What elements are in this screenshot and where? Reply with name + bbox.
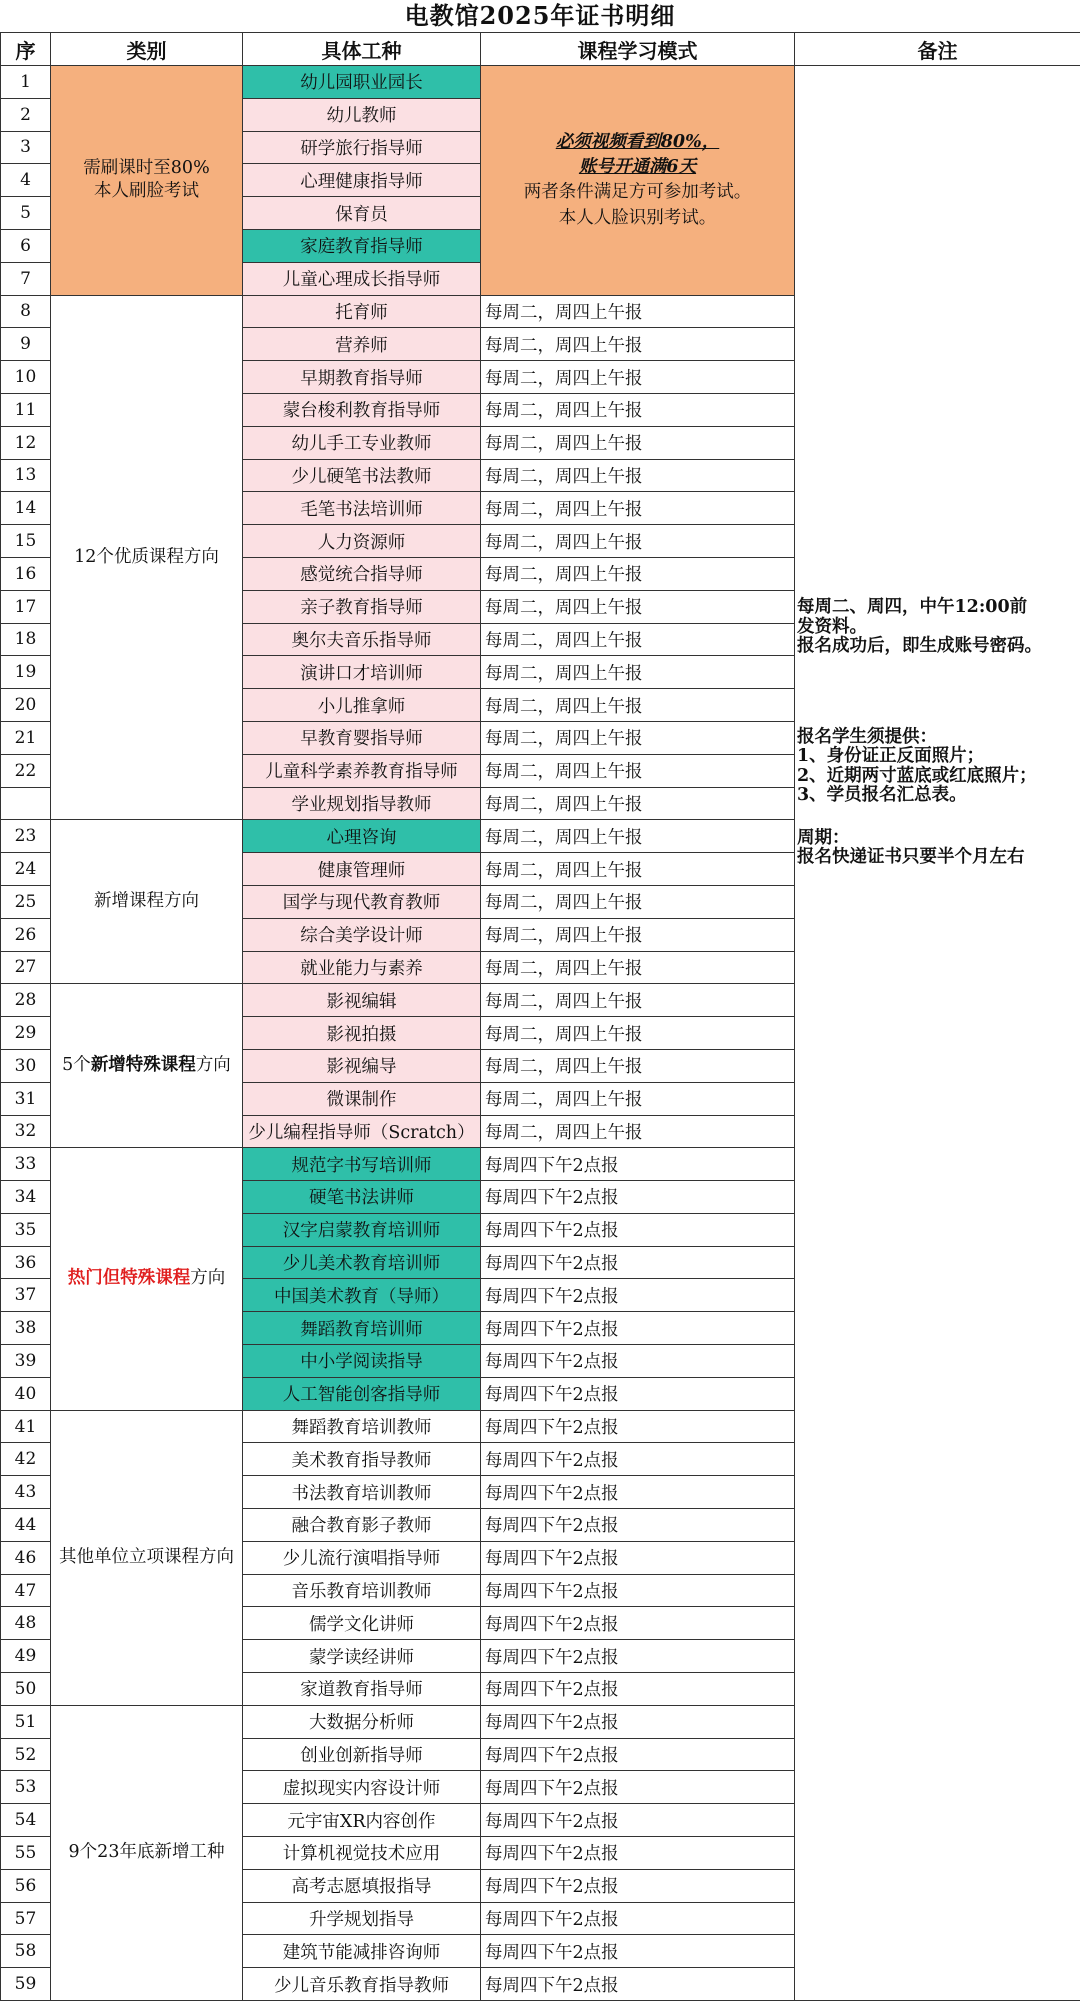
row-number: 20 — [1, 689, 51, 722]
mode-cell: 每周二，周四上午报 — [481, 853, 795, 886]
row-number: 2 — [1, 98, 51, 131]
mode-cell: 每周四下午2点报 — [481, 1443, 795, 1476]
job-cell: 硬笔书法讲师 — [243, 1181, 481, 1214]
mode-cell: 每周四下午2点报 — [481, 1738, 795, 1771]
row-number: 14 — [1, 492, 51, 525]
category-text: 方向 — [190, 1268, 226, 1289]
job-cell: 虚拟现实内容设计师 — [243, 1771, 481, 1804]
job-cell: 少儿硬笔书法教师 — [243, 459, 481, 492]
job-cell: 就业能力与素养 — [243, 951, 481, 984]
mode-cell: 每周二，周四上午报 — [481, 393, 795, 426]
row-number: 42 — [1, 1443, 51, 1476]
mode-cell: 每周二，周四上午报 — [481, 951, 795, 984]
row-number: 24 — [1, 853, 51, 886]
row-number: 12 — [1, 426, 51, 459]
row-number: 33 — [1, 1148, 51, 1181]
category-text: 5个 — [62, 1054, 91, 1075]
row-number: 9 — [1, 328, 51, 361]
job-cell: 规范字书写培训师 — [243, 1148, 481, 1181]
mode-cell: 每周四下午2点报 — [481, 1640, 795, 1673]
header-note: 备注 — [795, 33, 1080, 66]
note-text: 报名快递证书只要半个月左右 — [797, 847, 1025, 868]
mode-cell: 每周二，周四上午报 — [481, 1115, 795, 1148]
row-number: 52 — [1, 1738, 51, 1771]
category-cell — [51, 820, 243, 984]
job-cell: 儿童心理成长指导师 — [243, 262, 481, 295]
category-text: 本人刷脸考试 — [94, 181, 199, 202]
job-cell: 微课制作 — [243, 1082, 481, 1115]
job-cell: 高考志愿填报指导 — [243, 1869, 481, 1902]
mode-cell: 每周四下午2点报 — [481, 1574, 795, 1607]
row-number: 25 — [1, 885, 51, 918]
row-number: 16 — [1, 557, 51, 590]
job-cell: 研学旅行指导师 — [243, 131, 481, 164]
page-title: 电教馆2025年证书明细 — [404, 1, 676, 30]
job-cell: 汉字启蒙教育培训师 — [243, 1213, 481, 1246]
category-cell — [51, 295, 243, 820]
row-number: 43 — [1, 1476, 51, 1509]
category-text-bold: 新增特殊课程 — [90, 1054, 196, 1075]
job-cell: 升学规划指导 — [243, 1902, 481, 1935]
row-number: 38 — [1, 1312, 51, 1345]
row-number: 3 — [1, 131, 51, 164]
job-cell: 建筑节能减排咨询师 — [243, 1935, 481, 1968]
table-body — [1, 66, 1080, 2001]
row-number: 57 — [1, 1902, 51, 1935]
mode-cell: 每周二，周四上午报 — [481, 328, 795, 361]
job-cell: 小儿推拿师 — [243, 689, 481, 722]
mode-cell: 每周四下午2点报 — [481, 1181, 795, 1214]
row-number: 51 — [1, 1705, 51, 1738]
job-cell: 幼儿教师 — [243, 98, 481, 131]
header-mode: 课程学习模式 — [481, 33, 795, 66]
job-cell: 人工智能创客指导师 — [243, 1377, 481, 1410]
note-cell — [795, 66, 1080, 2001]
header-category: 类别 — [51, 33, 243, 66]
mode-cell: 每周二，周四上午报 — [481, 623, 795, 656]
header-no: 序 — [1, 33, 51, 66]
mode-cell: 每周二，周四上午报 — [481, 1049, 795, 1082]
mode-cell: 每周四下午2点报 — [481, 1377, 795, 1410]
mode-text: 本人人脸识别考试。 — [558, 207, 717, 228]
row-number: 46 — [1, 1541, 51, 1574]
job-cell: 少儿音乐教育指导教师 — [243, 1968, 481, 2001]
job-cell: 音乐教育培训教师 — [243, 1574, 481, 1607]
job-cell: 中国美术教育（导师） — [243, 1279, 481, 1312]
mode-cell: 每周四下午2点报 — [481, 1345, 795, 1378]
category-text: 新增课程方向 — [94, 891, 199, 911]
mode-cell: 每周二，周四上午报 — [481, 820, 795, 853]
row-number: 26 — [1, 918, 51, 951]
row-number: 28 — [1, 984, 51, 1017]
mode-cell: 每周二，周四上午报 — [481, 361, 795, 394]
job-cell: 早教育婴指导师 — [243, 721, 481, 754]
job-cell: 亲子教育指导师 — [243, 590, 481, 623]
mode-cell: 每周二，周四上午报 — [481, 459, 795, 492]
row-number: 48 — [1, 1607, 51, 1640]
table-row — [1, 66, 1080, 99]
job-cell: 综合美学设计师 — [243, 918, 481, 951]
mode-cell: 每周二，周四上午报 — [481, 590, 795, 623]
row-number: 59 — [1, 1968, 51, 2001]
row-number: 8 — [1, 295, 51, 328]
row-number: 17 — [1, 590, 51, 623]
mode-requirement: 必须视频看到80%， — [555, 131, 720, 152]
mode-cell: 每周二，周四上午报 — [481, 295, 795, 328]
job-cell: 儿童科学素养教育指导师 — [243, 754, 481, 787]
row-number: 41 — [1, 1410, 51, 1443]
certificate-table — [0, 32, 1080, 2001]
category-cell — [51, 1705, 243, 2000]
job-cell: 保育员 — [243, 197, 481, 230]
category-text: 12个优质课程方向 — [74, 546, 219, 567]
job-cell: 家道教育指导师 — [243, 1673, 481, 1706]
category-cell — [51, 1148, 243, 1410]
mode-cell: 每周四下午2点报 — [481, 1902, 795, 1935]
note-text: 报名成功后，即生成账号密码。 — [797, 635, 1042, 656]
mode-cell: 每周二，周四上午报 — [481, 656, 795, 689]
row-number: 49 — [1, 1640, 51, 1673]
job-cell: 早期教育指导师 — [243, 361, 481, 394]
row-number: 19 — [1, 656, 51, 689]
mode-cell: 每周二，周四上午报 — [481, 1082, 795, 1115]
mode-cell: 每周二，周四上午报 — [481, 721, 795, 754]
row-number: 47 — [1, 1574, 51, 1607]
mode-merged-cell — [481, 66, 795, 296]
category-text: 方向 — [195, 1054, 231, 1075]
job-cell: 感觉统合指导师 — [243, 557, 481, 590]
category-cell — [51, 66, 243, 296]
mode-requirement: 账号开通满6天 — [578, 156, 697, 177]
job-cell: 人力资源师 — [243, 525, 481, 558]
row-number — [1, 787, 51, 820]
row-number: 23 — [1, 820, 51, 853]
mode-cell: 每周四下午2点报 — [481, 1705, 795, 1738]
mode-cell: 每周四下午2点报 — [481, 1213, 795, 1246]
job-cell: 营养师 — [243, 328, 481, 361]
row-number: 27 — [1, 951, 51, 984]
row-number: 21 — [1, 721, 51, 754]
job-cell: 健康管理师 — [243, 853, 481, 886]
mode-text: 两者条件满足方可参加考试。 — [523, 182, 752, 203]
row-number: 22 — [1, 754, 51, 787]
mode-cell: 每周二，周四上午报 — [481, 557, 795, 590]
mode-cell: 每周四下午2点报 — [481, 1869, 795, 1902]
header-row — [1, 33, 1080, 66]
job-cell: 融合教育影子教师 — [243, 1509, 481, 1542]
job-cell: 家庭教育指导师 — [243, 229, 481, 262]
mode-cell: 每周四下午2点报 — [481, 1541, 795, 1574]
job-cell: 国学与现代教育教师 — [243, 885, 481, 918]
job-cell: 中小学阅读指导 — [243, 1345, 481, 1378]
mode-cell: 每周四下午2点报 — [481, 1968, 795, 2001]
row-number: 56 — [1, 1869, 51, 1902]
category-text-hot: 热门但特殊课程 — [67, 1268, 191, 1289]
row-number: 40 — [1, 1377, 51, 1410]
job-cell: 心理咨询 — [243, 820, 481, 853]
job-cell: 儒学文化讲师 — [243, 1607, 481, 1640]
category-text: 9个23年底新增工种 — [68, 1842, 225, 1863]
row-number: 5 — [1, 197, 51, 230]
row-number: 6 — [1, 229, 51, 262]
row-number: 4 — [1, 164, 51, 197]
note-text: 报名学生须提供： — [797, 727, 937, 748]
row-number: 7 — [1, 262, 51, 295]
category-cell — [51, 1410, 243, 1705]
mode-cell: 每周二，周四上午报 — [481, 492, 795, 525]
mode-cell: 每周二，周四上午报 — [481, 787, 795, 820]
row-number: 53 — [1, 1771, 51, 1804]
job-cell: 舞蹈教育培训教师 — [243, 1410, 481, 1443]
job-cell: 幼儿手工专业教师 — [243, 426, 481, 459]
job-cell: 影视拍摄 — [243, 1017, 481, 1050]
row-number: 31 — [1, 1082, 51, 1115]
mode-cell: 每周四下午2点报 — [481, 1148, 795, 1181]
job-cell: 影视编导 — [243, 1049, 481, 1082]
mode-cell: 每周四下午2点报 — [481, 1771, 795, 1804]
job-cell: 创业创新指导师 — [243, 1738, 481, 1771]
job-cell: 蒙台梭利教育指导师 — [243, 393, 481, 426]
row-number: 44 — [1, 1509, 51, 1542]
mode-cell: 每周四下午2点报 — [481, 1673, 795, 1706]
note-text: 发资料。 — [797, 616, 867, 637]
job-cell: 少儿流行演唱指导师 — [243, 1541, 481, 1574]
row-number: 50 — [1, 1673, 51, 1706]
row-number: 13 — [1, 459, 51, 492]
job-cell: 幼儿园职业园长 — [243, 66, 481, 99]
row-number: 18 — [1, 623, 51, 656]
category-cell — [51, 984, 243, 1148]
mode-cell: 每周四下午2点报 — [481, 1312, 795, 1345]
job-cell: 蒙学读经讲师 — [243, 1640, 481, 1673]
mode-cell: 每周二，周四上午报 — [481, 918, 795, 951]
job-cell: 大数据分析师 — [243, 1705, 481, 1738]
mode-cell: 每周四下午2点报 — [481, 1935, 795, 1968]
job-cell: 演讲口才培训师 — [243, 656, 481, 689]
row-number: 37 — [1, 1279, 51, 1312]
job-cell: 心理健康指导师 — [243, 164, 481, 197]
row-number: 35 — [1, 1213, 51, 1246]
job-cell: 少儿编程指导师（Scratch） — [243, 1115, 481, 1148]
header-job: 具体工种 — [243, 33, 481, 66]
row-number: 54 — [1, 1804, 51, 1837]
note-text: 2、近期两寸蓝底或红底照片； — [797, 765, 1037, 786]
mode-cell: 每周二，周四上午报 — [481, 754, 795, 787]
row-number: 34 — [1, 1181, 51, 1214]
mode-cell: 每周四下午2点报 — [481, 1607, 795, 1640]
job-cell: 奥尔夫音乐指导师 — [243, 623, 481, 656]
row-number: 11 — [1, 393, 51, 426]
job-cell: 美术教育指导教师 — [243, 1443, 481, 1476]
job-cell: 计算机视觉技术应用 — [243, 1837, 481, 1870]
mode-cell: 每周四下午2点报 — [481, 1476, 795, 1509]
job-cell: 毛笔书法培训师 — [243, 492, 481, 525]
note-text: 每周二、周四，中午12:00前 — [797, 597, 1028, 618]
mode-cell: 每周四下午2点报 — [481, 1509, 795, 1542]
mode-cell: 每周二，周四上午报 — [481, 984, 795, 1017]
note-text: 3、学员报名汇总表。 — [797, 784, 967, 805]
row-number: 32 — [1, 1115, 51, 1148]
row-number: 39 — [1, 1345, 51, 1378]
mode-cell: 每周四下午2点报 — [481, 1804, 795, 1837]
mode-cell: 每周四下午2点报 — [481, 1279, 795, 1312]
category-text: 其他单位立项课程方向 — [59, 1546, 234, 1567]
category-text: 需刷课时至80% — [83, 157, 210, 178]
note-text: 1、身份证正反面照片； — [797, 746, 985, 767]
job-cell: 少儿美术教育培训师 — [243, 1246, 481, 1279]
mode-cell: 每周四下午2点报 — [481, 1837, 795, 1870]
note-text: 周期： — [797, 828, 850, 849]
job-cell: 学业规划指导教师 — [243, 787, 481, 820]
row-number: 58 — [1, 1935, 51, 1968]
job-cell: 元宇宙XR内容创作 — [243, 1804, 481, 1837]
mode-cell: 每周二，周四上午报 — [481, 426, 795, 459]
mode-cell: 每周二，周四上午报 — [481, 689, 795, 722]
row-number: 10 — [1, 361, 51, 394]
row-number: 15 — [1, 525, 51, 558]
job-cell: 托育师 — [243, 295, 481, 328]
mode-cell: 每周二，周四上午报 — [481, 525, 795, 558]
row-number: 30 — [1, 1049, 51, 1082]
row-number: 55 — [1, 1837, 51, 1870]
mode-cell: 每周四下午2点报 — [481, 1410, 795, 1443]
job-cell: 舞蹈教育培训师 — [243, 1312, 481, 1345]
mode-cell: 每周四下午2点报 — [481, 1246, 795, 1279]
mode-cell: 每周二，周四上午报 — [481, 885, 795, 918]
row-number: 36 — [1, 1246, 51, 1279]
job-cell: 书法教育培训教师 — [243, 1476, 481, 1509]
row-number: 1 — [1, 66, 51, 99]
job-cell: 影视编辑 — [243, 984, 481, 1017]
mode-cell: 每周二，周四上午报 — [481, 1017, 795, 1050]
row-number: 29 — [1, 1017, 51, 1050]
